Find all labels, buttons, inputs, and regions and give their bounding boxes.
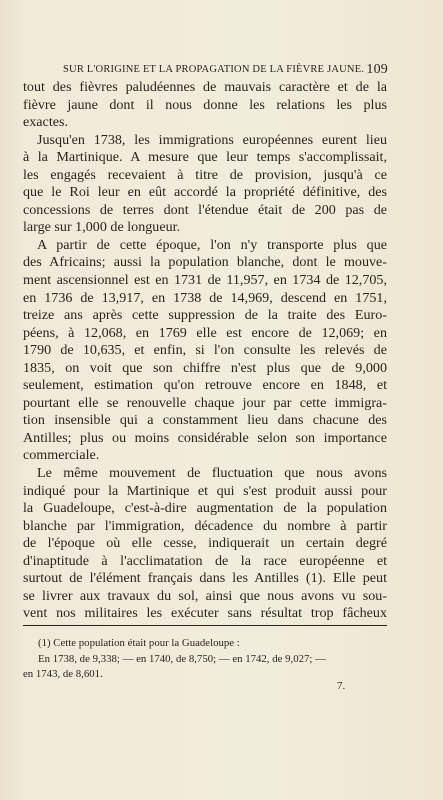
text-line: la Guadeloupe, c'est-à-dire augmentation de la population [23, 500, 387, 517]
footnote-line: (1) Cette population était pour la Guadeloupe : [38, 637, 240, 649]
text-line: les engagés recevaient à titre de provision, jusqu'à ce [23, 166, 387, 183]
text-line: tout des fièvres paludéennes de mauvais caractère et de la [23, 79, 387, 95]
running-title: SUR L'ORIGINE ET LA PROPAGATION DE LA FIÈVRE JAUNE. [63, 64, 365, 75]
text-line: blanche par l'immigration, décadence du nombre à partir [23, 517, 387, 534]
text-line: concessions de terres dont l'étendue était de 200 pas de [23, 201, 387, 218]
footnote-line: En 1738, de 9,338; — en 1740, de 8,750; — en 1742, de 9,027; — [38, 652, 326, 665]
text-line: se livrer aux travaux du sol, ainsi que nous avons vu sou- [23, 587, 387, 604]
text-line: surtout de l'élément français dans les Antilles (1). Elle peut [23, 570, 387, 587]
body-text [23, 79, 387, 623]
page-number: 109 [366, 62, 388, 77]
text-line: fièvre jaune dont il nous donne les relations les plus [23, 96, 387, 113]
text-line: d'inaptitude à l'acclimatation de la race européenne et [23, 552, 387, 569]
text-line: ment ascensionnel est en 1731 de 11,957, en 1734 de 12,705, [23, 272, 387, 289]
text-line: A partir de cette époque, l'on n'y transporte plus que [37, 236, 387, 253]
text-line: indiqué pour la Martinique et qui s'est produit aussi pour [23, 482, 387, 499]
text-line: seulement, estimation qu'on retrouve encore en 1848, et [23, 377, 387, 394]
text-line: vent nos militaires les exécuter sans résultat trop fâcheux [23, 605, 387, 622]
text-line: large sur 1,000 de longueur. [23, 219, 181, 236]
text-line: péens, à 12,068, en 1769 elle est encore de 12,069; en [23, 324, 387, 341]
text-line: treize ans après cette suppression de la traite des Euro- [23, 307, 387, 324]
text-line: exactes. [23, 114, 68, 131]
text-line: Le même mouvement de fluctuation que nous avons [37, 465, 387, 482]
text-line: de l'époque où elle cesse, indiquerait un certain degré [23, 535, 387, 552]
footnotes [23, 636, 387, 683]
signature-mark: 7. [337, 680, 346, 692]
page-header [33, 62, 388, 78]
text-line: en 1736 de 13,917, en 1738 de 14,969, descend en 1751, [23, 289, 387, 306]
text-line: Jusqu'en 1738, les immigrations européennes eurent lieu [37, 131, 387, 148]
text-line: commerciale. [23, 447, 100, 464]
footnote-line: en 1743, de 8,601. [23, 668, 103, 680]
text-line: 1835, on voit que son chiffre n'est plus que de 9,000 [23, 359, 387, 376]
text-line: 1790 de 10,635, et enfin, si l'on consulte les relevés de [23, 342, 387, 359]
text-line: tion insensible qui a constamment lieu dans chacune des [23, 412, 387, 429]
text-line: pourtant elle se renouvelle chaque jour par cette immigra- [23, 394, 387, 411]
footnote-rule [23, 625, 387, 626]
text-line: à la Martinique. A mesure que leur temps s'accomplissait, [23, 149, 387, 166]
text-line: Antilles; plus ou moins considérable selon son importance [23, 429, 387, 446]
text-line: que le Roi leur en eût accordé la propriété définitive, des [23, 184, 387, 201]
text-line: des Africains; aussi la population blanche, dont le mouve- [23, 254, 387, 271]
